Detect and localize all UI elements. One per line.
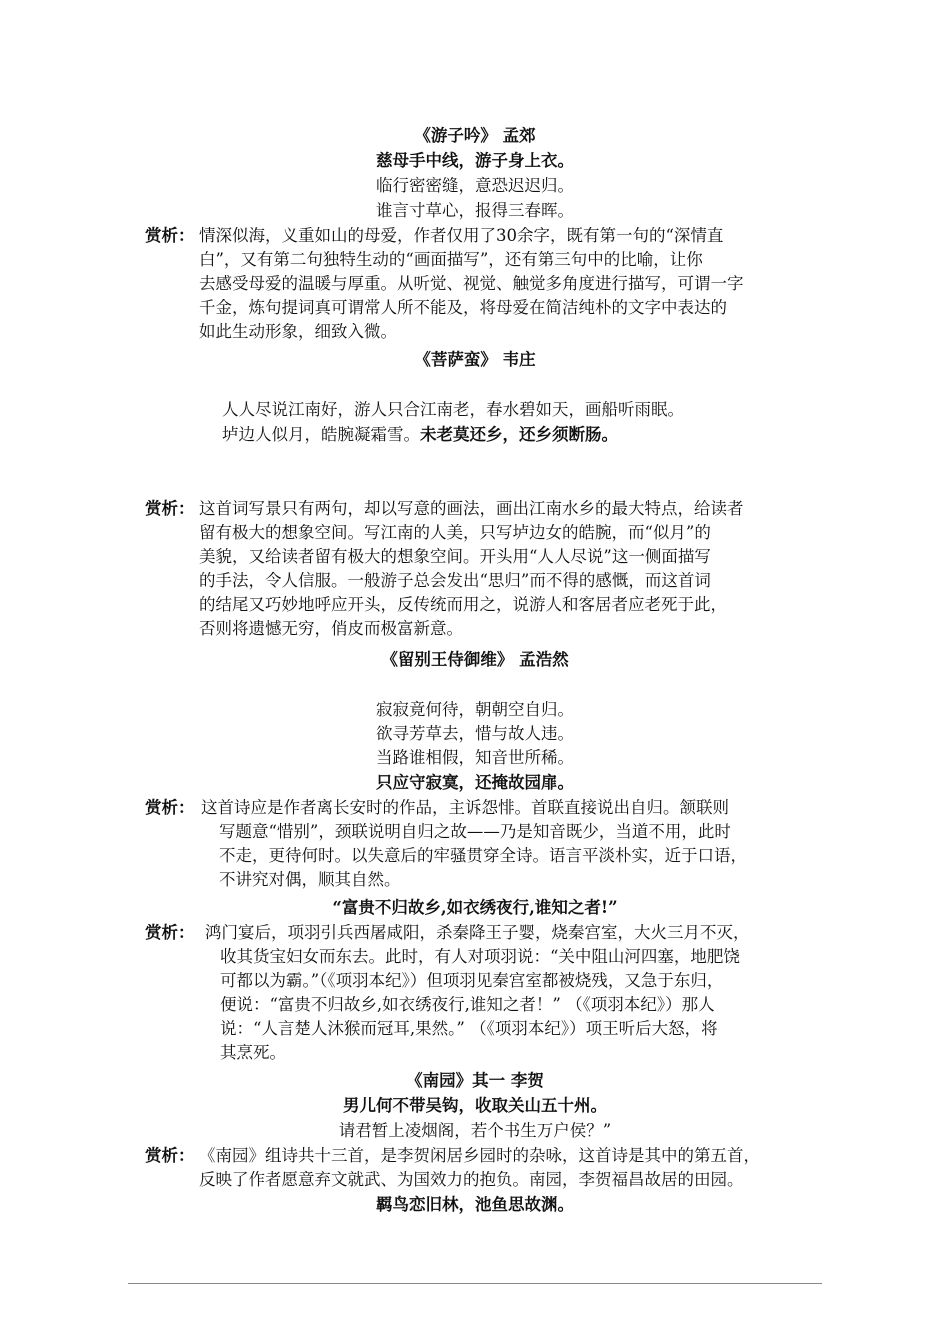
final-line: 羁鸟恋旧林，池鱼思故渊。: [376, 1195, 574, 1214]
analysis-line: 美貌，又给读者留有极大的想象空间。开头用“人人尽说”这一侧面描写: [199, 547, 711, 566]
poem5-title: 《南园》其一 李贺: [406, 1071, 544, 1090]
analysis-line: 写题意“惜别”，颈联说明自归之故——乃是知音既少，当道不用，此时: [219, 822, 731, 841]
analysis-line: 这首词写景只有两句，却以写意的画法，画出江南水乡的最大特点，给读者: [199, 499, 744, 518]
poem2-line2-normal: 垆边人似月，皓腕凝霜雪。: [222, 425, 420, 444]
analysis-line: 的结尾又巧妙地呼应开头，反传统而用之，说游人和客居者应老死于此，: [199, 595, 727, 614]
poem3-line1: 寂寂竟何待，朝朝空自归。: [376, 700, 574, 719]
poem3-line4: 只应守寂寞，还掩故园扉。: [376, 773, 574, 792]
quote4-analysis: [145, 921, 810, 1065]
analysis-line: 不走，更待何时。以失意后的牢骚贯穿全诗。语言平淡朴实，近于口语，: [219, 846, 747, 865]
analysis-line: 的手法，令人信服。一般游子总会发出“思归”而不得的感慨，而这首词: [199, 571, 711, 590]
analysis-line: 否则将遗憾无穷，俏皮而极富新意。: [199, 619, 463, 638]
analysis-line: 情深似海，义重如山的母爱，作者仅用了30余字，既有第一句的“深情直: [199, 226, 724, 245]
poem1-analysis: [145, 224, 810, 344]
poem2-title: 《菩萨蛮》 韦庄: [414, 350, 536, 369]
analysis-line: 白”，又有第二句独特生动的“画面描写”，还有第三句中的比喻，让你: [199, 250, 703, 269]
poem5-analysis: [145, 1144, 810, 1192]
analysis-line: 收其货宝妇女而东去。此时，有人对项羽说：“关中阻山河四塞，地肥饶: [220, 947, 740, 966]
analysis-line: 说：“人言楚人沐猴而冠耳,果然。” （《项羽本纪》）项王听后大怒，将: [220, 1019, 718, 1038]
analysis-line: 《南园》组诗共十三首，是李贺闲居乡园时的杂咏，这首诗是其中的第五首，: [199, 1146, 760, 1165]
analysis-line: 不讲究对偶，顺其自然。: [219, 870, 401, 889]
poem3-analysis: [145, 796, 810, 892]
analysis-line: 去感受母爱的温暖与厚重。从听觉、视觉、触觉多角度进行描写，可谓一字: [199, 274, 744, 293]
poem5-line1: 男儿何不带吴钩，收取关山五十州。: [343, 1096, 607, 1115]
poem3-line3: 当路谁相假，知音世所稀。: [376, 748, 574, 767]
analysis-line: 可都以为霸。”（《项羽本纪》）但项羽见秦宫室都被烧残，又急于东归，: [220, 971, 724, 990]
poem5-line2: 请君暂上凌烟阁，若个书生万户侯？”: [338, 1121, 612, 1140]
footer-divider: [128, 1283, 822, 1284]
poem3-line2: 欲寻芳草去，惜与故人违。: [376, 724, 574, 743]
poem2-analysis: [145, 497, 810, 641]
analysis-line: 千金，炼句提词真可谓常人所不能及，将母爱在简洁纯朴的文字中表达的: [199, 298, 727, 317]
poem3-title: 《留别王侍御维》 孟浩然: [381, 650, 569, 669]
analysis-label: 赏析：: [145, 226, 195, 245]
poem2-line2-bold: 未老莫还乡，还乡须断肠。: [420, 425, 618, 444]
analysis-line: 留有极大的想象空间。写江南的人美，只写垆边女的皓腕，而“似月”的: [199, 523, 711, 542]
analysis-line: 便说：“富贵不归故乡,如衣绣夜行,谁知之者！” （《项羽本纪》）那人: [220, 995, 715, 1014]
analysis-label: 赏析：: [145, 923, 195, 942]
poem1-line3: 谁言寸草心，报得三春晖。: [376, 201, 574, 220]
analysis-label: 赏析：: [145, 499, 195, 518]
poem1-line2: 临行密密缝，意恐迟迟归。: [376, 176, 574, 195]
poem1-title: 《游子吟》 孟郊: [414, 126, 536, 145]
analysis-line: 其烹死。: [220, 1043, 286, 1062]
poem2-line1: 人人尽说江南好，游人只合江南老，春水碧如天，画船听雨眠。: [222, 400, 684, 419]
analysis-line: 如此生动形象，细致入微。: [199, 322, 397, 341]
analysis-line: 反映了作者愿意弃文就武、为国效力的抱负。南园，李贺福昌故居的田园。: [199, 1170, 744, 1189]
poem1-line1: 慈母手中线，游子身上衣。: [376, 151, 574, 170]
poem2-line2: [222, 423, 618, 447]
analysis-label: 赏析：: [145, 798, 195, 817]
analysis-label: 赏析：: [145, 1146, 195, 1165]
quote4-title: “富贵不归故乡,如衣绣夜行,谁知之者!”: [332, 898, 618, 917]
analysis-line: 这首诗应是作者离长安时的作品，主诉怨悱。首联直接说出自归。颔联则: [201, 798, 729, 817]
analysis-line: 鸿门宴后，项羽引兵西屠咸阳，杀秦降王子婴，烧秦宫室，大火三月不灭，: [205, 923, 750, 942]
